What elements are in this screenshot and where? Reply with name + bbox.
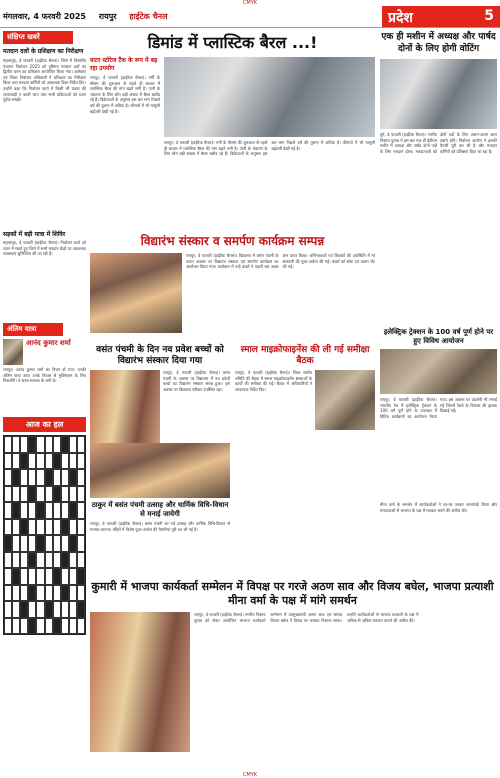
crossword-cell — [20, 601, 28, 618]
crossword-cell — [45, 519, 53, 536]
crossword-cell — [28, 519, 36, 536]
story2-body — [90, 253, 375, 333]
crossword-cell — [28, 535, 36, 552]
crossword-cell — [45, 585, 53, 602]
crossword-cell — [77, 519, 85, 536]
crossword-cell — [53, 585, 61, 602]
crossword-cell — [69, 568, 77, 585]
print-mark-top: CMYK — [242, 0, 258, 6]
right-story2-headline: इलेक्ट्रिक ट्रेक्शन के 100 वर्ष पूर्ण होने पर हुए विविध आयोजन — [383, 328, 494, 345]
story3-body — [90, 370, 230, 450]
story4-body — [235, 370, 375, 540]
crossword-cell — [4, 436, 12, 453]
crossword-cell — [36, 585, 44, 602]
crossword-cell — [12, 502, 20, 519]
crossword-cell — [53, 453, 61, 470]
crossword-cell — [20, 585, 28, 602]
crossword-cell — [4, 601, 12, 618]
crossword-cell — [20, 486, 28, 503]
crossword-cell — [20, 453, 28, 470]
crossword-cell — [4, 585, 12, 602]
crossword-cell — [20, 535, 28, 552]
crossword-cell — [36, 436, 44, 453]
barrels-photo — [164, 57, 375, 137]
obituary-name: आनंद कुमार शर्मा — [26, 339, 71, 347]
lead-body — [90, 57, 375, 220]
crossword-cell — [28, 568, 36, 585]
crossword-cell — [20, 469, 28, 486]
crossword-cell — [20, 519, 28, 536]
crossword-cell — [4, 486, 12, 503]
crossword-cell — [53, 519, 61, 536]
crossword-cell — [45, 601, 53, 618]
section-name: प्रदेश — [388, 10, 413, 26]
crossword-cell — [53, 469, 61, 486]
lead-headline: डिमांड में प्लास्टिक बैरल ...! — [147, 33, 318, 52]
lead-caption: वाटर स्टोरेज टैंक के रूप में बढ़ रहा उपयोग — [90, 57, 158, 72]
crossword-cell — [28, 552, 36, 569]
crossword-cell — [61, 601, 69, 618]
crossword-cell — [69, 469, 77, 486]
crossword-cell — [12, 469, 20, 486]
crossword-cell — [36, 502, 44, 519]
crossword-cell — [20, 436, 28, 453]
crossword-cell — [69, 436, 77, 453]
lead-right — [164, 57, 375, 220]
bottom-headline: कुमारी में भाजपा कार्यकर्ता सम्मेलन में विपक्ष पर गरजे अठण साव और विजय बघेल, भाजपा प्रत्याशी मीना वर्मा के पक्ष में मांगे समर्थन — [91, 580, 494, 607]
crossword-cell — [61, 519, 69, 536]
story4-photo — [315, 370, 375, 430]
right-story1-text: दुर्ग, 4 फरवरी (हाईटेक चैनल)। नगरीय निकाय चुनाव में इस बार एक ही ईवीएम मशीन में अध्यक्ष और पार्षद दोनों पदों के लिए मतदान होगा। मतदाताओं को दोनों पदों के लिए अलग-अलग बटन दबाने होंगे। निर्वाचन आयोग ने इसकी तैयारी पूरी कर ली है और मतदान कर्मियों को प्रशिक्षण दिया जा रहा है। — [380, 132, 497, 154]
crossword-cell — [45, 453, 53, 470]
issue-date: मंगलवार, 4 फरवरी 2025 — [3, 12, 86, 21]
crossword-cell — [20, 618, 28, 635]
crossword-cell — [4, 502, 12, 519]
crossword-cell — [77, 502, 85, 519]
crossword-cell — [77, 469, 85, 486]
crossword-cell — [61, 436, 69, 453]
story2-photo — [90, 253, 182, 333]
crossword-cell — [36, 486, 44, 503]
story3-photo — [90, 370, 160, 450]
crossword-cell — [12, 568, 20, 585]
brief1-headline: मतदान दलों के प्रशिक्षण का निरीक्षण — [3, 48, 84, 55]
story4 — [235, 345, 375, 540]
crossword-cell — [77, 436, 85, 453]
evm-photo — [380, 59, 497, 129]
section-banner — [382, 6, 500, 27]
crossword-cell — [61, 486, 69, 503]
crossword-cell — [36, 535, 44, 552]
crossword-cell — [53, 601, 61, 618]
bottom-photo — [90, 612, 190, 752]
crossword-cell — [61, 585, 69, 602]
story4-text: रायपुर, 4 फरवरी (हाईटेक चैनल)। जिला स्तरीय समिति की बैठक में स्माल माइक्रोफाइनेंस संस्थाओं के कार्यों की समीक्षा की गई। बैठक में अधिकारियों ने आवश्यक निर्देश दिए। — [235, 370, 312, 392]
obituary-photo — [3, 339, 23, 365]
crossword-cell — [69, 601, 77, 618]
story5-photo — [90, 443, 230, 498]
crossword-cell — [28, 502, 36, 519]
crossword-cell — [45, 552, 53, 569]
crossword-cell — [12, 618, 20, 635]
crossword-cell — [45, 568, 53, 585]
crossword-cell — [53, 568, 61, 585]
crossword-cell — [53, 502, 61, 519]
story5 — [90, 443, 230, 556]
crossword-cell — [77, 568, 85, 585]
crossword-cell — [28, 469, 36, 486]
crossword-cell — [28, 601, 36, 618]
crossword-cell — [61, 552, 69, 569]
crossword-cell — [4, 552, 12, 569]
bottom-text: रायपुर, 4 फरवरी (हाईटेक चैनल)। नगरीय निकाय चुनाव को लेकर आयोजित भाजपा कार्यकर्ता सम्मेलन में उपमुख्यमंत्री अरुण साव एवं सांसद विजय बघेल ने विपक्ष पर जमकर निशाना साधा। उन्होंने कार्यकर्ताओं से भाजपा प्रत्याशी के पक्ष में अधिक से अधिक मतदान कराने की अपील की। — [194, 612, 419, 623]
crossword-cell — [12, 486, 20, 503]
right-story3-text: मीना वर्मा के समर्थन में कार्यकर्ताओं ने घर-घर जाकर जनसंपर्क किया और मतदाताओं से भाजपा के पक्ष में मतदान करने की अपील की। — [380, 502, 497, 513]
crossword-cell — [12, 453, 20, 470]
obituary-title: अंतिम यात्रा — [3, 323, 63, 336]
crossword-cell — [36, 552, 44, 569]
crossword-cell — [4, 568, 12, 585]
crossword-cell — [77, 486, 85, 503]
lead-story — [90, 31, 375, 221]
crossword-cell — [36, 453, 44, 470]
lead-text: रायपुर, 4 फरवरी (हाईटेक चैनल)। गर्मी के मौसम की शुरुआत से पहले ही बाजार में प्लास्टिक बैरल की मांग बढ़ने लगी है। पानी के भंडारण के लिए लोग बड़ी संख्या में बैरल खरीद रहे हैं। विक्रेताओं के अनुसार इस बार मांग पिछले वर्ष की तुलना में अधिक है। कीमतों में भी मामूली बढ़ोतरी देखी गई है। — [90, 75, 160, 114]
paper-name: हाईटेक चैनल — [129, 12, 168, 21]
lead-left-col — [90, 57, 160, 220]
brief2-headline: सड़कों में बड़ी मात्रा में शिविर — [3, 231, 66, 238]
crossword-cell — [4, 519, 12, 536]
crossword-cell — [61, 618, 69, 635]
crossword-cell — [45, 502, 53, 519]
edition-city: रायपुर — [98, 12, 117, 21]
left-column — [3, 31, 86, 635]
crossword-cell — [20, 502, 28, 519]
right-story2-text: रायपुर, 4 फरवरी (हाईटेक चैनल)। भारतीय रेल में इलेक्ट्रिक ट्रेक्शन के 100 वर्ष पूर्ण होने के उपलक्ष्य में विविध कार्यक्रमों का आयोजन किया गया। इस अवसर पर प्रदर्शनी भी लगाई गई जिसमें रेलवे के विकास की झलक दिखाई गई। — [380, 397, 497, 419]
crossword-cell — [45, 618, 53, 635]
bottom-story — [90, 580, 495, 752]
right-story1-headline: एक ही मशीन में अध्यक्ष और पार्षद दोनों के लिए होगी वोटिंग — [381, 32, 496, 54]
crossword-cell — [77, 585, 85, 602]
crossword-cell — [12, 519, 20, 536]
crossword-cell — [69, 502, 77, 519]
crossword-cell — [77, 535, 85, 552]
crossword-cell — [45, 436, 53, 453]
obituary-text: रायपुर। आनंद कुमार शर्मा का निधन हो गया। उनकी अंतिम यात्रा आज उनके निवास से मुक्तिधाम के लिए निकलेगी। वे सरल स्वभाव के धनी थे। — [3, 367, 86, 384]
crossword-cell — [28, 436, 36, 453]
masthead-info — [3, 11, 178, 22]
crossword-cell — [20, 552, 28, 569]
crossword-cell — [69, 618, 77, 635]
crossword-cell — [4, 469, 12, 486]
bottom-body — [90, 612, 495, 752]
story3-headline: वसंत पंचमी के दिन नव प्रवेश बच्चों को विद्यारंभ संस्कार दिया गया — [96, 345, 224, 366]
story4-headline: स्माल माइक्रोफाइनेंस की ली गई समीक्षा बैठक — [240, 345, 370, 366]
obituary-box — [3, 339, 86, 365]
print-mark-bottom: CMYK — [242, 772, 258, 778]
crossword-cell — [12, 601, 20, 618]
crossword-title: आज का हल — [3, 417, 86, 432]
lead-text-continued: रायपुर, 4 फरवरी (हाईटेक चैनल)। गर्मी के मौसम की शुरुआत से पहले ही बाजार में प्लास्टिक बैरल की मांग बढ़ने लगी है। पानी के भंडारण के लिए लोग बड़ी संख्या में बैरल खरीद रहे हैं। विक्रेताओं के अनुसार इस बार मांग पिछले वर्ष की तुलना में अधिक है। कीमतों में भी मामूली बढ़ोतरी देखी गई है। — [164, 140, 375, 157]
crossword-cell — [12, 436, 20, 453]
right-column — [380, 31, 497, 542]
crossword-cell — [4, 618, 12, 635]
crossword-cell — [53, 552, 61, 569]
brief1-text: महासमुंद, 4 फरवरी (हाईटेक चैनल)। जिले में त्रिस्तरीय पंचायत निर्वाचन 2025 को दृष्टिगत मतदान दलों का द्वितीय चरण का प्रशिक्षण आयोजित किया गया। कलेक्टर एवं जिला निर्वाचन अधिकारी ने प्रशिक्षण का निरीक्षण किया तथा मतदान कर्मियों को आवश्यक दिशा-निर्देश दिए। उन्होंने कहा कि निर्वाचन कार्य में किसी भी प्रकार की लापरवाही न बरती जाए तथा सभी प्रक्रियाओं को ध्यान पूर्वक समझें। — [3, 58, 86, 103]
crossword-cell — [61, 453, 69, 470]
crossword-grid — [3, 435, 86, 635]
crossword-cell — [53, 436, 61, 453]
crossword-cell — [45, 469, 53, 486]
crossword-cell — [61, 568, 69, 585]
crossword-cell — [4, 453, 12, 470]
crossword-cell — [77, 552, 85, 569]
crossword-cell — [77, 618, 85, 635]
crossword-cell — [77, 453, 85, 470]
crossword-cell — [77, 601, 85, 618]
crossword-cell — [45, 535, 53, 552]
crossword-cell — [36, 568, 44, 585]
crossword-cell — [53, 486, 61, 503]
crossword-cell — [28, 585, 36, 602]
crossword-cell — [61, 469, 69, 486]
crossword-cell — [28, 453, 36, 470]
masthead — [0, 6, 500, 28]
story3-text: रायपुर, 4 फरवरी (हाईटेक चैनल)। वसंत पंचमी के अवसर पर विद्यालय में नव प्रवेशी बच्चों का विद्यारंभ संस्कार संपन्न हुआ। इस अवसर पर विद्यालय परिवार उपस्थित रहा। — [163, 370, 230, 392]
crossword-cell — [69, 552, 77, 569]
crossword-cell — [28, 618, 36, 635]
story3 — [90, 345, 230, 450]
crossword-cell — [61, 502, 69, 519]
crossword-cell — [69, 535, 77, 552]
story2-headline: विद्यारंभ संस्कार व समर्पण कार्यक्रम सम्पन्न — [140, 234, 325, 248]
briefs-title: संक्षिप्त खबरें — [3, 31, 73, 44]
train-photo — [380, 349, 497, 394]
crossword-cell — [4, 535, 12, 552]
crossword-cell — [12, 535, 20, 552]
crossword-cell — [12, 585, 20, 602]
story5-text: रायपुर, 4 फरवरी (हाईटेक चैनल)। बसंत पंचमी का पर्व उत्साह और धार्मिक विधि-विधान से मनाया जाएगा। मंदिरों में विशेष पूजा-अर्चना की तैयारियां पूरी कर ली गई हैं। — [90, 521, 230, 532]
crossword-cell — [61, 535, 69, 552]
crossword-cell — [69, 519, 77, 536]
story2 — [90, 232, 375, 333]
brief2-text: महासमुंद, 4 फरवरी (हाईटेक चैनल)। निर्वाचन कार्य को ध्यान में रखते हुए जिले में सभी मतदान केंद्रों पर आवश्यक व्यवस्थाएं सुनिश्चित की जा रही हैं। — [3, 240, 86, 257]
crossword-cell — [53, 535, 61, 552]
crossword-cell — [45, 486, 53, 503]
page-number: 5 — [484, 8, 494, 24]
crossword-cell — [36, 469, 44, 486]
crossword-cell — [69, 486, 77, 503]
crossword-cell — [36, 618, 44, 635]
crossword-cell — [36, 601, 44, 618]
crossword-cell — [36, 519, 44, 536]
crossword-cell — [69, 453, 77, 470]
story2-text: रायपुर, 4 फरवरी (हाईटेक चैनल)। विद्यालय में वसंत पंचमी के पावन अवसर पर विद्यारंभ संस्कार एवं समर्पण कार्यक्रम का आयोजन किया गया। कार्यक्रम में नन्हे बच्चों ने पहली बार अक्षर ज्ञान प्राप्त किया। अभिभावकों एवं शिक्षकों की उपस्थिति में मां सरस्वती की पूजा-अर्चना की गई। बच्चों को स्लेट एवं कलम भेंट की गई। — [186, 253, 375, 270]
crossword-cell — [53, 618, 61, 635]
crossword-cell — [12, 552, 20, 569]
crossword-cell — [69, 585, 77, 602]
crossword-cell — [20, 568, 28, 585]
crossword-cell — [28, 486, 36, 503]
story5-headline: ठाकुर में बसंत पंचमी उत्साह और धार्मिक विधि-विधान से मनाई जायेगी — [91, 501, 229, 518]
